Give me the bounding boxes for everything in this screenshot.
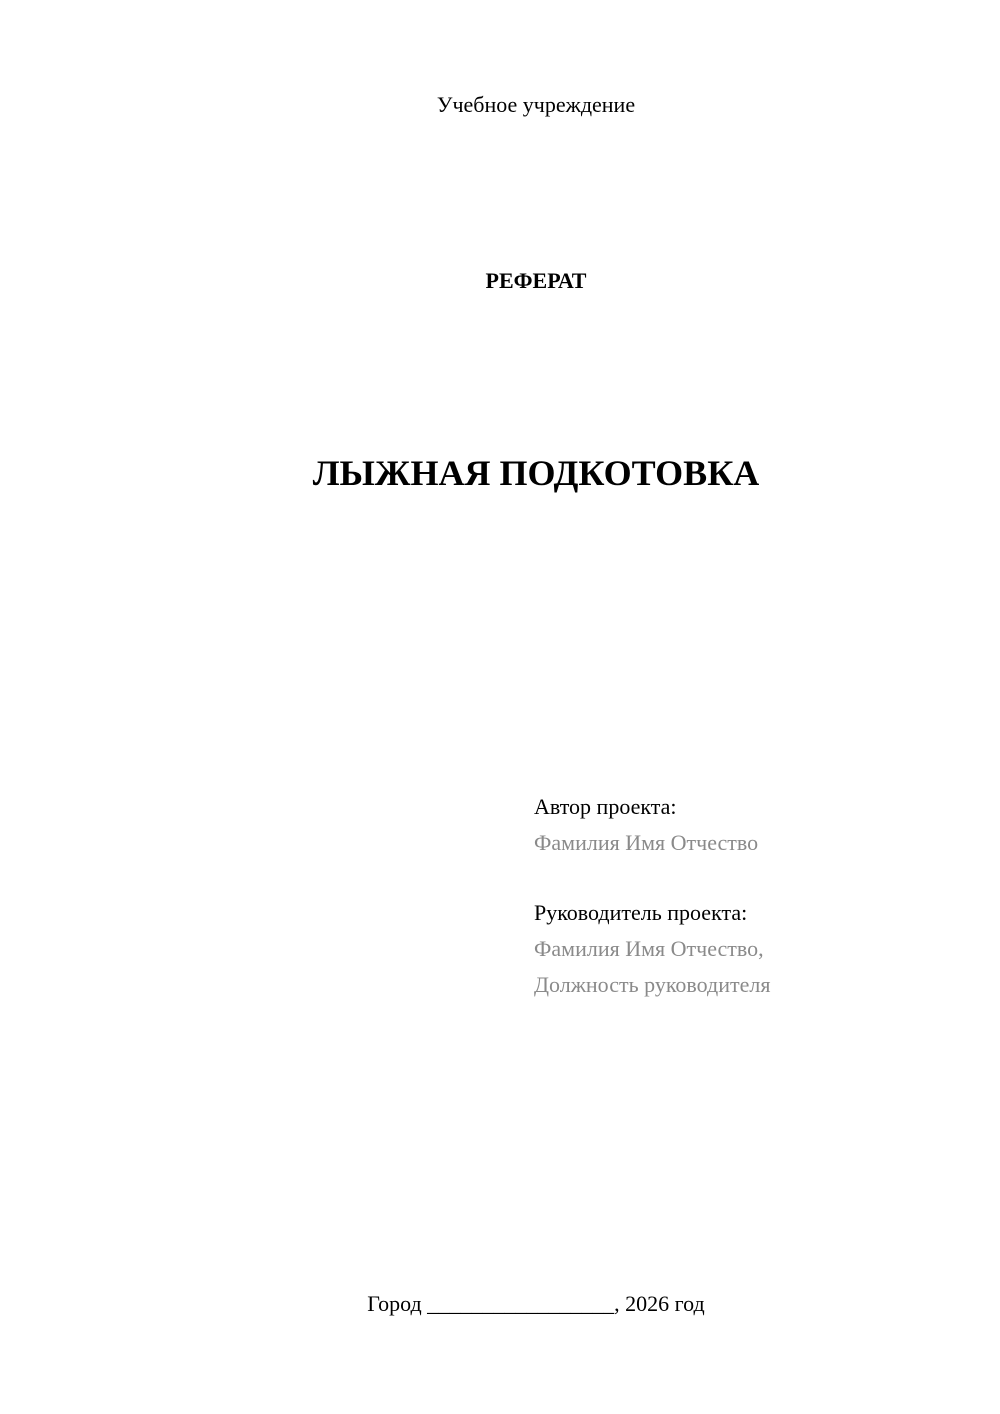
author-label: Автор проекта: (534, 794, 677, 819)
city-year-footer: Город _________________, 2026 год (367, 1291, 705, 1316)
supervisor-position: Должность руководителя (534, 972, 771, 997)
project-info-block (534, 789, 770, 1003)
supervisor-name: Фамилия Имя Отчество, (534, 936, 764, 961)
author-name: Фамилия Имя Отчество (534, 830, 759, 855)
institution-name: Учебное учреждение (436, 92, 636, 117)
document-title: ЛЫЖНАЯ ПОДКОТОВКА (312, 453, 760, 493)
section-spacer (534, 861, 770, 895)
document-type: РЕФЕРАТ (485, 268, 587, 293)
supervisor-label: Руководитель проекта: (534, 900, 748, 925)
